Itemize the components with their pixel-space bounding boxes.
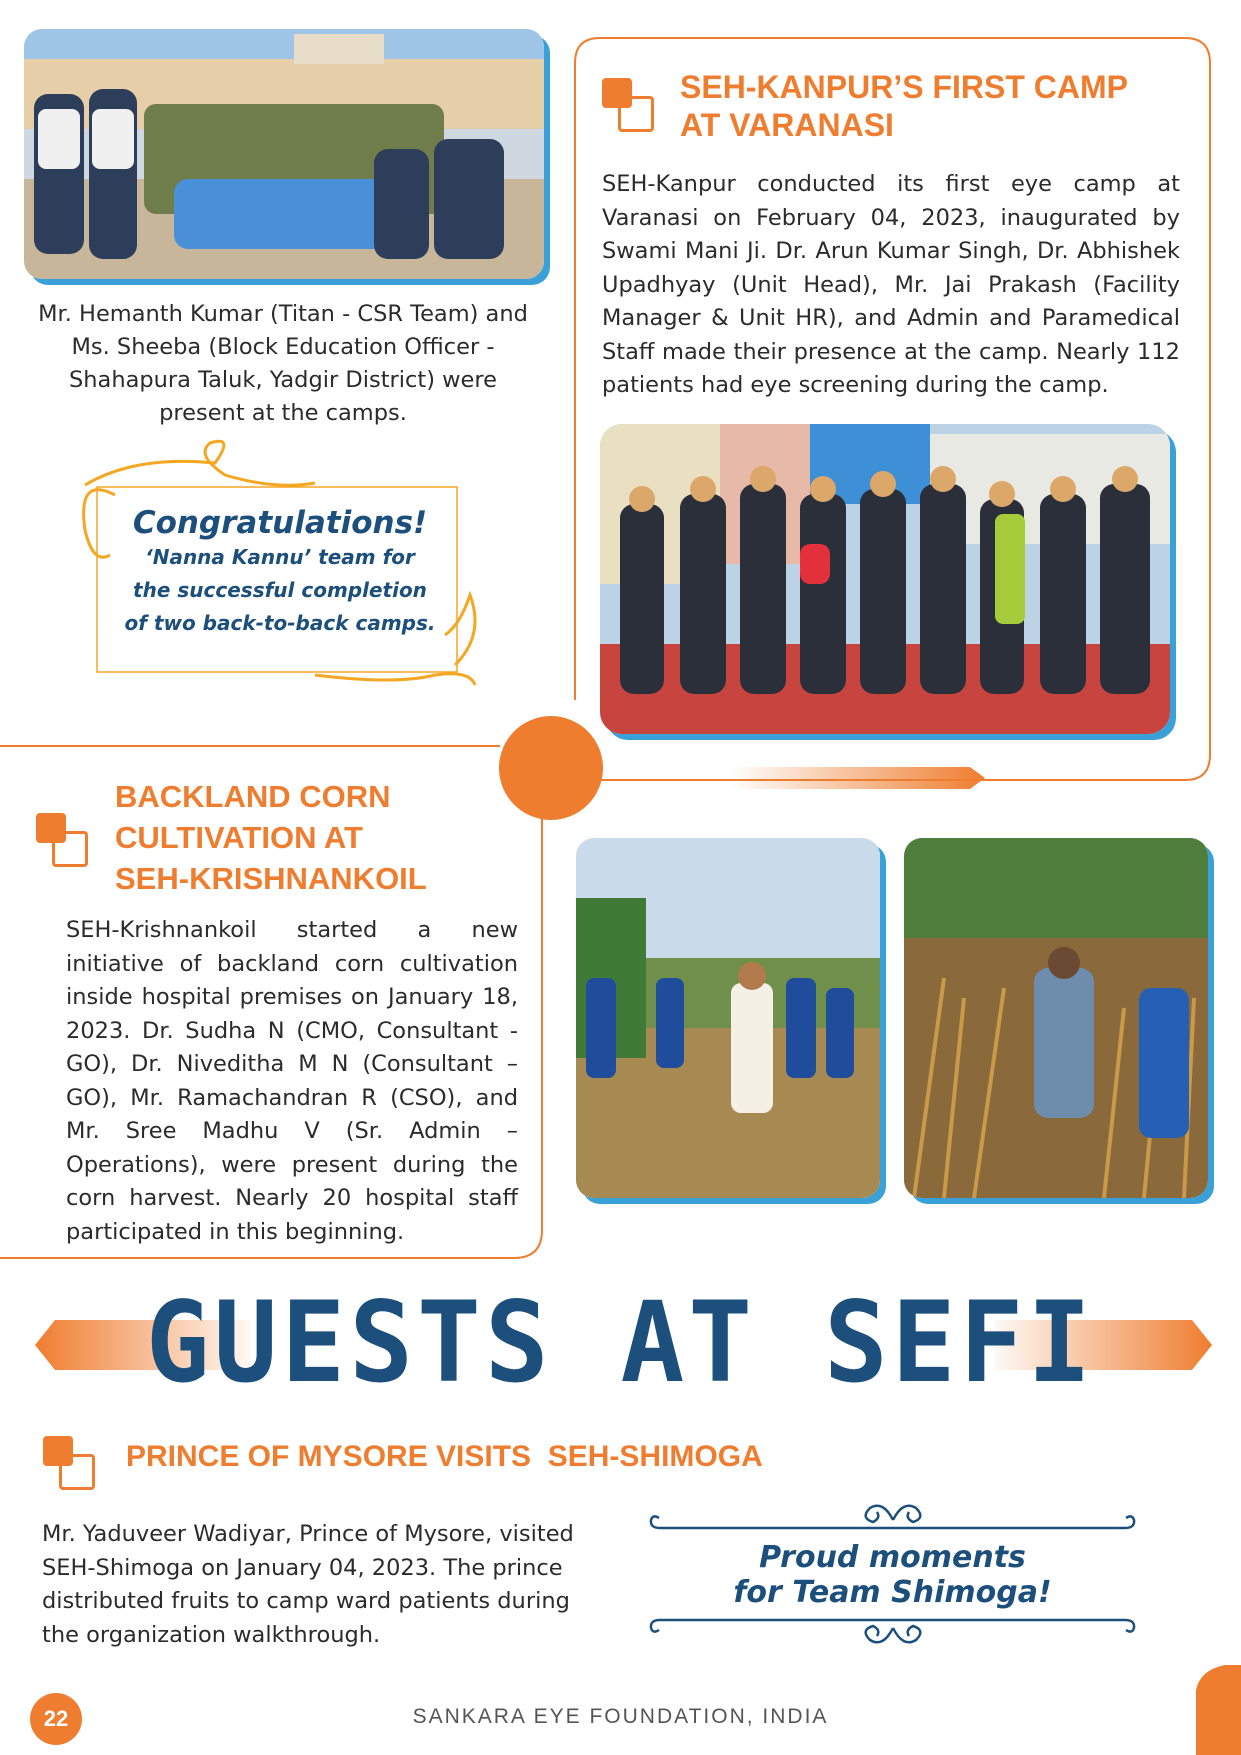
proud-line-2: for Team Shimoga! (733, 1575, 1052, 1610)
corn-title-line-1: BACKLAND CORN (115, 779, 391, 814)
proud-moments-box (700, 1540, 1085, 1610)
proud-line-1: Proud moments (759, 1540, 1026, 1575)
corn-harvest-photo (904, 838, 1208, 1198)
footer-org-name: SANKARA EYE FOUNDATION, INDIA (412, 1705, 829, 1728)
prince-body: Mr. Yaduveer Wadiyar, Prince of Mysore, visited SEH-Shimoga on January 04, 2023. The prince distributed fruits to camp ward patients during the organization walkthrough. (42, 1521, 574, 1648)
kanpur-title (680, 68, 1128, 145)
guests-banner: GUESTS AT SEFI (145, 1277, 1096, 1408)
section-icon-corn (36, 813, 88, 871)
decorative-circle (499, 716, 603, 820)
congrats-line-2: the successful completion (133, 578, 427, 602)
kanpur-camp-photo (600, 424, 1170, 734)
congrats-line-1: ‘Nanna Kannu’ team for (145, 545, 415, 569)
congrats-line-3: of two back-to-back camps. (124, 611, 436, 635)
corn-title (115, 776, 427, 899)
congrats-title: Congratulations! (132, 505, 428, 541)
students-photo-caption: Mr. Hemanth Kumar (Titan - CSR Team) and Ms. Sheeba (Block Education Officer - Shahapura Taluk, Yadgir District) were present at the camps. (38, 301, 528, 426)
prince-title: PRINCE OF MYSORE VISITS SEH-SHIMOGA (126, 1440, 763, 1473)
page-number: 22 (30, 1693, 82, 1745)
corn-title-line-2: CULTIVATION AT (115, 820, 363, 855)
section-icon-guests (43, 1436, 95, 1494)
kanpur-title-line-1: SEH-KANPUR’S FIRST CAMP (680, 69, 1129, 105)
kanpur-title-line-2: AT VARANASI (680, 107, 894, 144)
students-group-photo (24, 29, 544, 279)
corn-body: SEH-Krishnankoil started a new initiative of backland corn cultivation inside hospital premises on January 18, 2023. Dr. Sudha N (CMO, Consultant - GO), Dr. Niveditha M N (Consultant – GO), Mr. Ramachandran R (CSO), and Mr. Sree Madhu V (Sr. Admin – Operations), were present during the corn harvest. Nearly 20 hospital staff participated in this beginning. (66, 917, 518, 1245)
congrats-box (100, 503, 460, 640)
corn-title-line-3: SEH-KRISHNANKOIL (115, 861, 427, 896)
section-icon-kanpur (602, 78, 654, 136)
kanpur-body: SEH-Kanpur conducted its first eye camp at Varanasi on February 04, 2023, inaugurated by Swami Mani Ji. Dr. Arun Kumar Singh, Dr. Abhishek Upadhyay (Unit Head), Mr. Jai Prakash (Facility Manager & Unit HR), and Admin and Paramedical Staff made their presence at the camp. Nearly 112 patients had eye screening during the camp. (602, 171, 1180, 398)
corn-ceremony-photo (576, 838, 880, 1198)
